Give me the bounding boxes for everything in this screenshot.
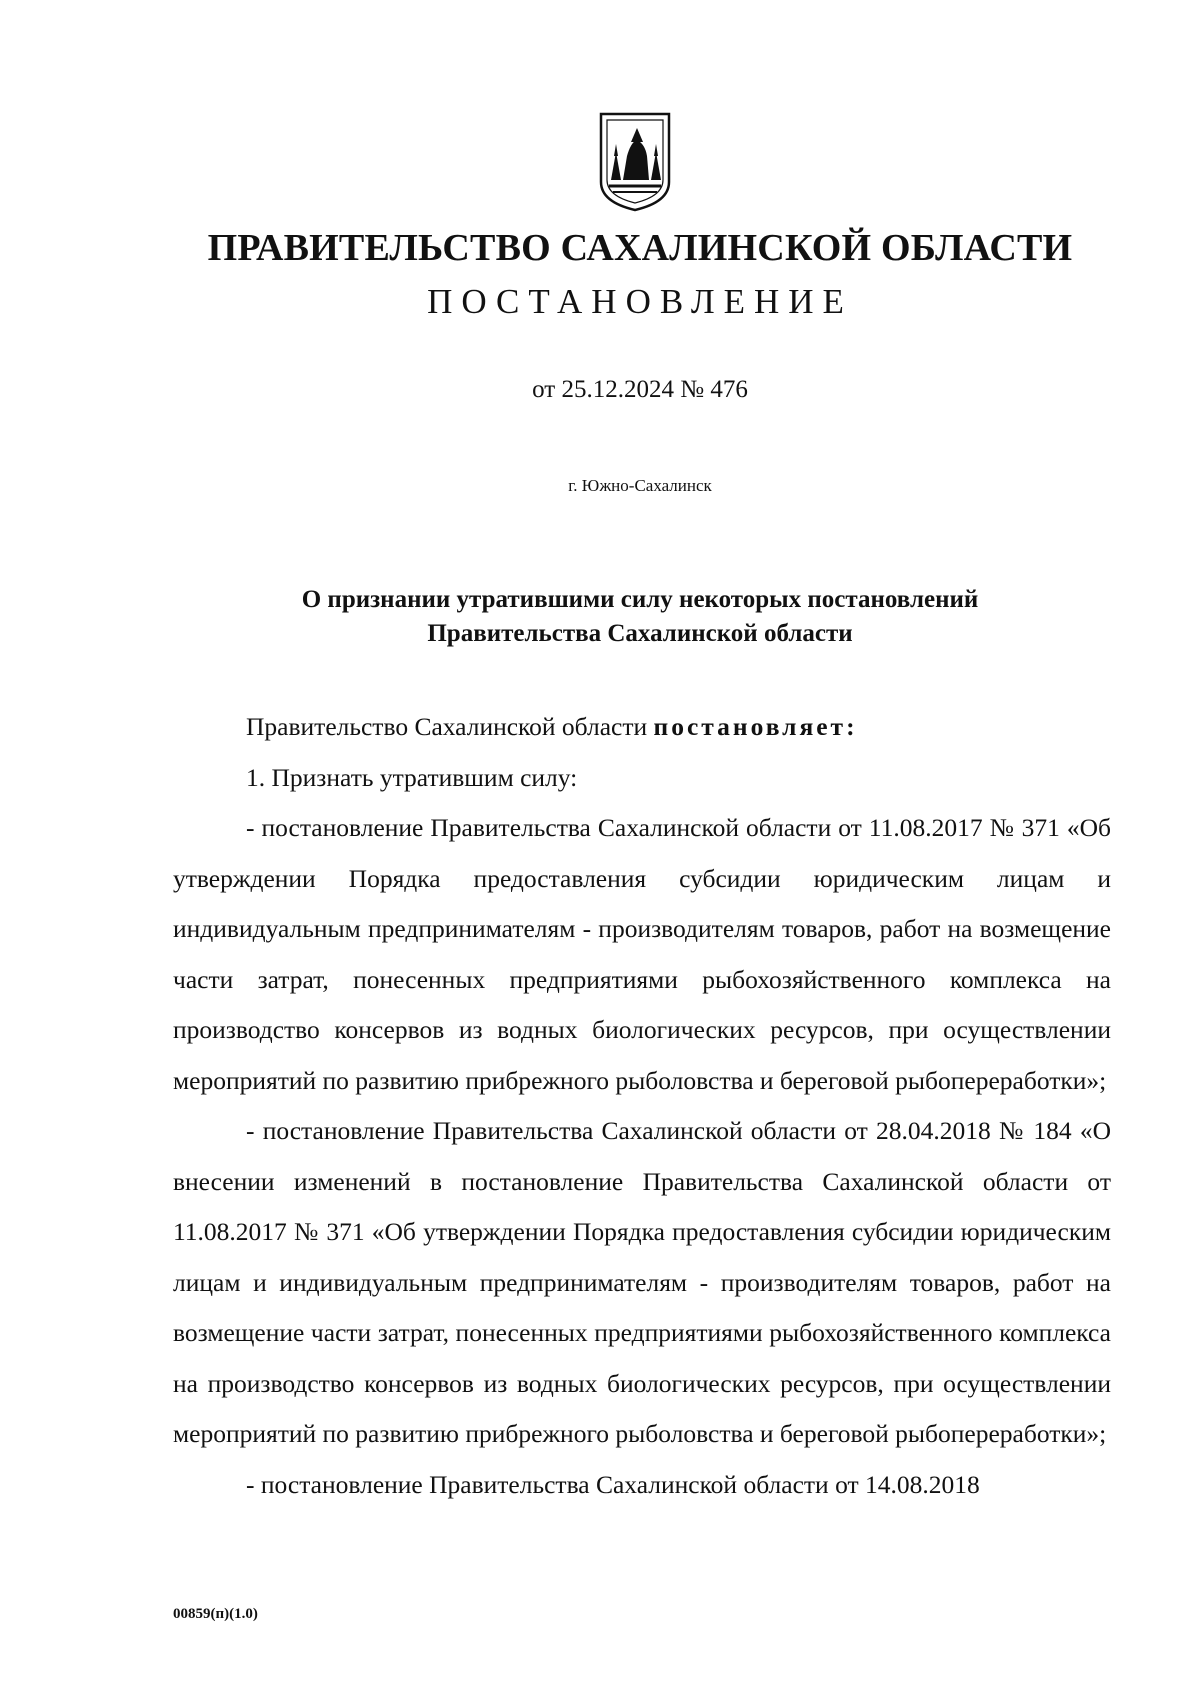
document-body [173,702,1111,1510]
government-title: ПРАВИТЕЛЬСТВО САХАЛИНСКОЙ ОБЛАСТИ [207,227,1073,269]
item-1: 1. Признать утратившим силу: [246,762,578,792]
bullet-2: - постановление Правительства Сахалинской области от 28.04.2018 № 184 «О внесении изменений в постановление Правительства Сахалинской области от 11.08.2017 № 371 «Об утверждении Порядка предоставления субсидии юридическим лицам и индивидуальным предпринимателям - производителям товаров, работ на возмещение части затрат, понесенных предприятиями рыбохозяйственного комплекса на производство консервов из водных биологических ресурсов, при осуществлении мероприятий по развитию прибрежного рыболовства и береговой рыбопереработки»; [173,1116,1111,1448]
bullet-3: - постановление Правительства Сахалинской области от 14.08.2018 [246,1469,980,1499]
bullet-1: - постановление Правительства Сахалинской области от 11.08.2017 № 371 «Об утверждении Порядка предоставления субсидии юридическим лицам и индивидуальным предпринимателям - производителям товаров, работ на возмещение части затрат, понесенных предприятиями рыбохозяйственного комплекса на производство консервов из водных биологических ресурсов, при осуществлении мероприятий по развитию прибрежного рыболовства и береговой рыбопереработки»; [173,813,1111,1095]
subject-line-2: Правительства Сахалинской области [427,620,853,647]
city: г. Южно-Сахалинск [568,476,712,495]
document-type: ПОСТАНОВЛЕНИЕ [427,282,853,321]
document-date-number: от 25.12.2024 № 476 [532,376,748,403]
document-subject [0,583,1200,651]
form-code: 00859(п)(1.0) [173,1606,258,1622]
preamble [173,702,1111,753]
preamble-text: Правительство Сахалинской области [246,712,654,741]
coat-of-arms-icon [597,112,673,212]
subject-line-1: О признании утратившими силу некоторых постановлений [301,586,979,613]
preamble-decree-word: постановляет: [653,712,858,741]
